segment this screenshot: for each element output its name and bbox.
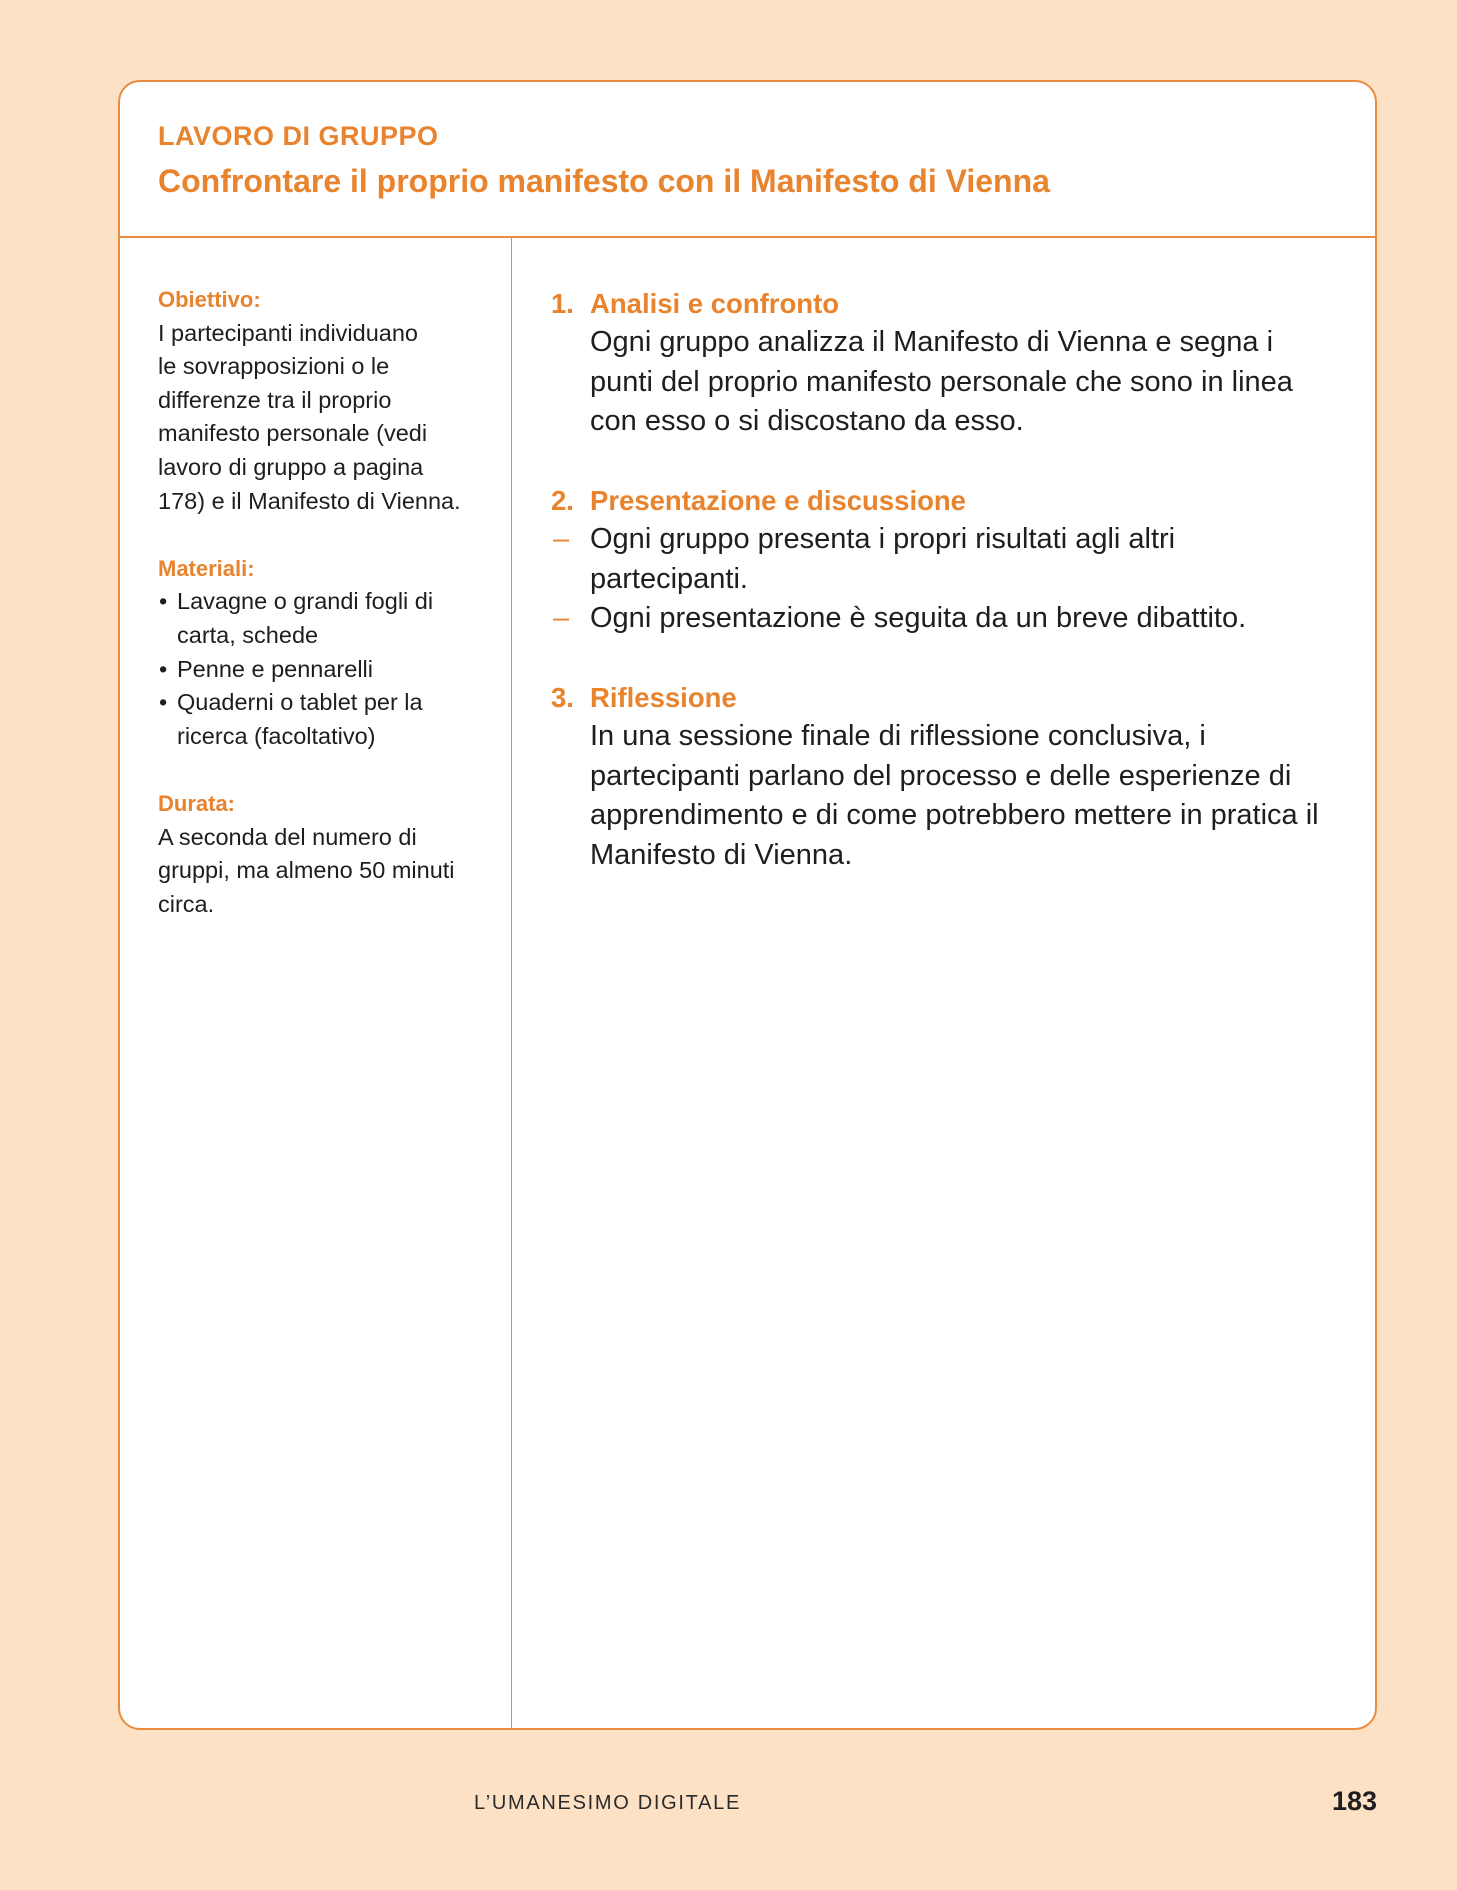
step-heading [551,481,1361,520]
step-text: In una sessione finale di riflessione conclusiva, i partecipanti parlano del processo e delle esperienze di apprendimento e di come potrebbero mettere in pratica il Manifesto di Vienna. [590,720,1319,871]
materials-item [158,653,498,687]
activity-info-column [158,283,498,955]
activity-card [118,80,1377,1730]
objective-text: I partecipanti individuano le sovrapposizioni o le differenze tra il proprio manifesto personale (vedi lavoro di gruppo a pagina 178) e il Manifesto di Vienna. [158,319,461,514]
dash-icon: – [553,602,570,635]
step-2 [551,481,1361,639]
section-kicker: LAVORO DI GRUPPO [158,121,439,151]
materials-item [158,686,498,753]
objective-section [158,283,498,518]
footer-book-title: L’UMANESIMO DIGITALE [474,1792,742,1814]
step-bullet-text: Ogni gruppo presenta i propri risultati agli altri partecipanti. [590,523,1176,595]
step-number: 2. [551,485,574,517]
materials-item-text: Quaderni o tablet per la ricerca (facoltativo) [177,689,423,749]
step-text: Ogni gruppo analizza il Manifesto di Vienna e segna i punti del proprio manifesto personale che sono in linea con esso o si discostano da esso. [590,326,1293,438]
duration-text: A seconda del numero di gruppi, ma almeno 50 minuti circa. [158,823,455,917]
step-title: Riflessione [590,682,737,714]
bullet-icon: • [159,588,168,615]
materials-item-text: Penne e pennarelli [177,655,373,682]
materials-label: Materiali: [158,555,255,581]
column-divider [511,238,512,1728]
step-bullet [551,599,1361,638]
dash-icon: – [553,523,570,556]
materials-item-text: Lavagne o grandi fogli di carta, schede [177,588,434,648]
step-bullet-text: Ogni presentazione è seguita da un breve dibattito. [590,602,1247,635]
objective-label: Obiettivo: [158,287,261,312]
steps-column [551,284,1361,914]
bullet-icon: • [159,689,168,716]
duration-label: Durata: [158,790,236,816]
step-number: 1. [551,288,574,319]
materials-section [158,552,498,754]
step-title: Analisi e confronto [590,288,840,319]
bullet-icon: • [159,655,168,682]
duration-section [158,787,498,921]
materials-list [158,585,498,753]
step-bullet [551,520,1361,599]
materials-item [158,585,498,652]
page-number: 183 [1331,1786,1377,1816]
card-header [120,82,1375,238]
step-number: 3. [551,682,574,714]
activity-title: Confrontare il proprio manifesto con il Manifesto di Vienna [158,163,1050,199]
step-3 [551,678,1361,875]
step-title: Presentazione e discussione [590,485,966,517]
step-heading [551,678,1361,717]
step-heading [551,284,1361,323]
step-1 [551,284,1361,442]
